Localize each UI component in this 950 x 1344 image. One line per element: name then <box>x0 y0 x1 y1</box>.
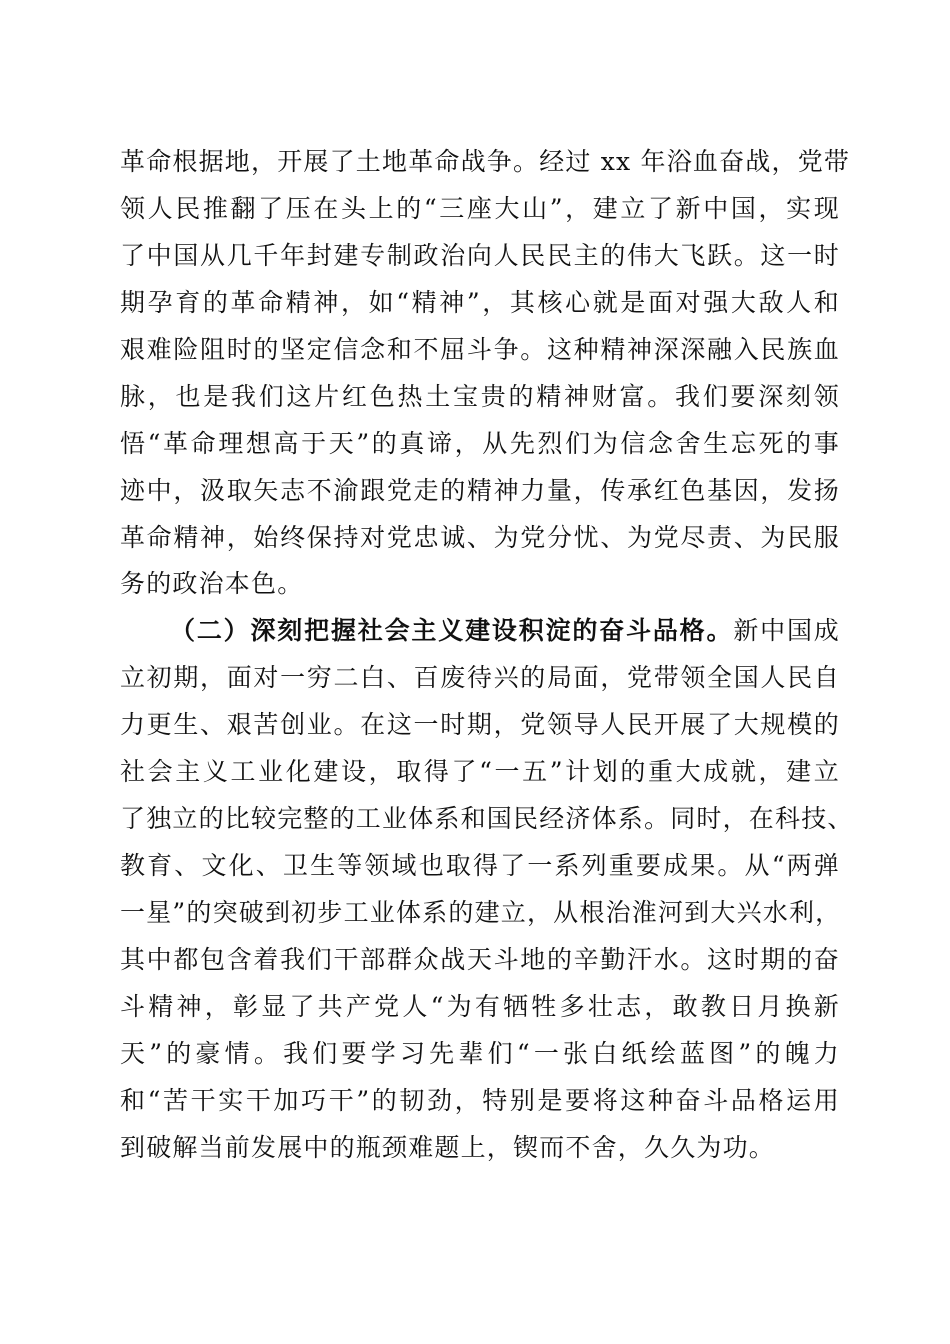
paragraph-1-line-2: 领人民推翻了压在头上的“三座大山”，建立了新中国，实现 <box>120 194 840 223</box>
paragraph-1-line-4: 期孕育的革命精神，如“精神”，其核心就是面对强大敌人和 <box>120 288 840 317</box>
paragraph-1-line-10: 务的政治本色。 <box>120 569 304 598</box>
paragraph-2-line-11: 和“苦干实干加巧干”的韧劲，特别是要将这种奋斗品格运用 <box>120 1086 840 1115</box>
paragraph-2-line-7: 一星”的突破到初步工业体系的建立，从根治淮河到大兴水利， <box>120 898 842 927</box>
paragraph-1-line-3: 了中国从几千年封建专制政治向人民民主的伟大飞跃。这一时 <box>120 241 840 270</box>
paragraph-2-line-6: 教育、文化、卫生等领域也取得了一系列重要成果。从“两弹 <box>120 851 840 880</box>
paragraph-2-line-4: 社会主义工业化建设，取得了“一五”计划的重大成就，建立 <box>120 757 840 786</box>
paragraph-2-line-5: 了独立的比较完整的工业体系和国民经济体系。同时，在科技、 <box>120 804 854 833</box>
paragraph-2-line-2: 立初期，面对一穷二白、百废待兴的局面，党带领全国人民自 <box>120 663 840 692</box>
paragraph-2-first-line-rest: 新中国成 <box>733 616 841 645</box>
paragraph-2-line-10: 天”的豪情。我们要学习先辈们“一张白纸绘蓝图”的魄力 <box>120 1039 840 1068</box>
paragraph-1-line-6: 脉，也是我们这片红色热土宝贵的精神财富。我们要深刻领 <box>120 382 840 411</box>
paragraph-2-first-line <box>170 616 840 646</box>
paragraph-2-line-3: 力更生、艰苦创业。在这一时期，党领导人民开展了大规模的 <box>120 710 840 739</box>
paragraph-1-line-7: 悟“革命理想高于天”的真谛，从先烈们为信念舍生忘死的事 <box>120 429 840 458</box>
paragraph-1-line-8: 迹中，汲取矢志不渝跟党走的精神力量，传承红色基因，发扬 <box>120 476 840 505</box>
paragraph-1-line-5: 艰难险阻时的坚定信念和不屈斗争。这种精神深深融入民族血 <box>120 335 840 364</box>
paragraph-2-line-9: 斗精神，彰显了共产党人“为有牺牲多壮志，敢教日月换新 <box>120 992 840 1021</box>
section-heading: （二）深刻把握社会主义建设积淀的奋斗品格。 <box>170 616 734 645</box>
paragraph-1-line-1: 革命根据地，开展了土地革命战争。经过 xx 年浴血奋战，党带 <box>120 147 851 176</box>
paragraph-2-line-8: 其中都包含着我们干部群众战天斗地的辛勤汗水。这时期的奋 <box>120 945 840 974</box>
paragraph-1-line-9: 革命精神，始终保持对党忠诚、为党分忧、为党尽责、为民服 <box>120 523 840 552</box>
paragraph-2-line-12: 到破解当前发展中的瓶颈难题上，锲而不舍，久久为功。 <box>120 1133 776 1162</box>
